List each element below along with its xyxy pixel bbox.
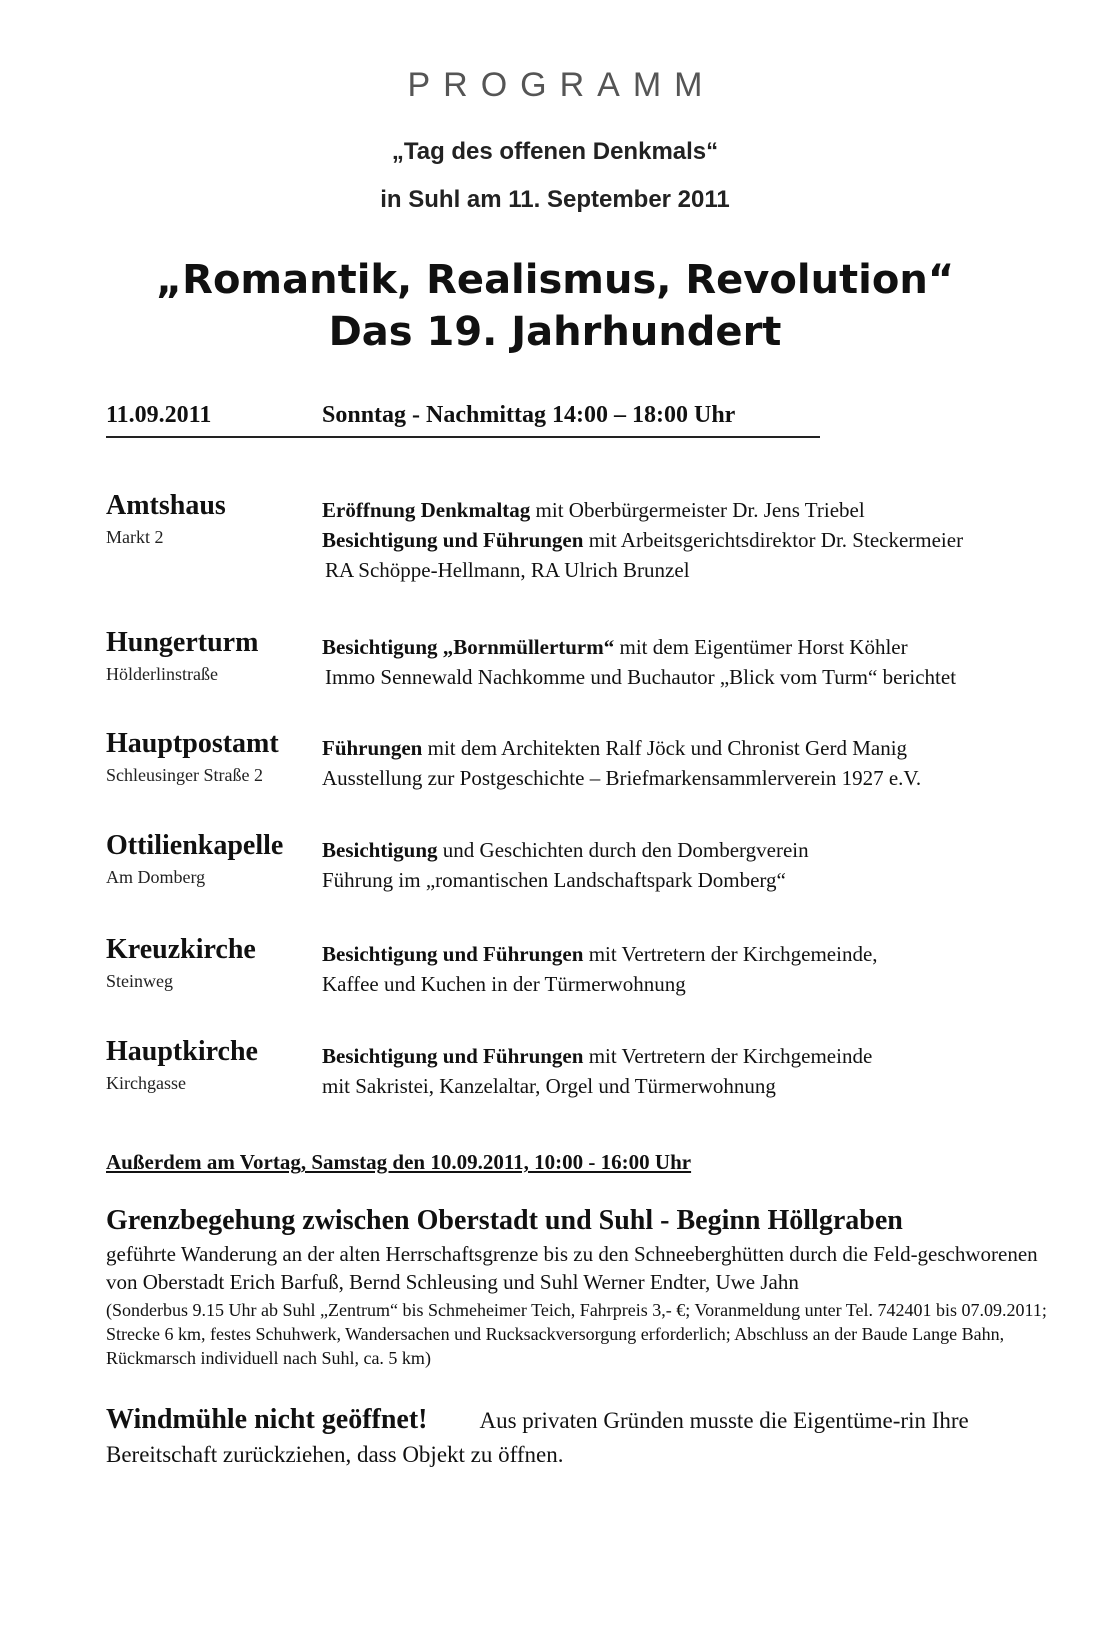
venue-name: Hungerturm	[106, 627, 259, 658]
desc-text: Immo Sennewald Nachkomme und Buchautor „Blick vom Turm“ berichtet	[325, 665, 957, 689]
time-label: Sonntag - Nachmittag 14:00 – 18:00 Uhr	[322, 402, 736, 428]
desc-bold: Besichtigung und Führungen	[322, 942, 584, 966]
venue-name: Hauptpostamt	[106, 728, 279, 759]
desc-bold: Führungen	[322, 736, 423, 760]
venue-description	[322, 939, 878, 999]
vortag-heading: Außerdem am Vortag, Samstag den 10.09.2011, 10:00 - 16:00 Uhr	[106, 1150, 692, 1174]
place-date: in Suhl am 11. September 2011	[380, 186, 730, 213]
desc-text: und Geschichten durch den Dombergverein	[437, 838, 809, 862]
programm-heading: PROGRAMM	[407, 66, 716, 104]
venue-address: Steinweg	[106, 971, 173, 991]
desc-text: Kaffee und Kuchen in der Türmerwohnung	[322, 972, 686, 996]
venue-name: Kreuzkirche	[106, 934, 256, 965]
desc-text: mit Oberbürgermeister Dr. Jens Triebel	[530, 498, 865, 522]
desc-bold: Besichtigung und Führungen	[322, 1044, 584, 1068]
grenzbegehung-title: Grenzbegehung zwischen Oberstadt und Suhl - Beginn Höllgraben	[106, 1205, 903, 1236]
theme-title: „Romantik, Realismus, Revolution“	[155, 257, 955, 303]
desc-text: mit Arbeitsgerichtsdirektor Dr. Steckermeier	[583, 528, 964, 552]
venue-description	[322, 733, 921, 793]
venue-kreuzkirche	[106, 934, 256, 993]
venue-hauptkirche	[106, 1036, 258, 1095]
venue-description	[322, 632, 956, 692]
venue-description	[322, 835, 809, 895]
venue-hauptpostamt	[106, 728, 279, 787]
desc-text: mit Vertretern der Kirchgemeinde	[583, 1044, 873, 1068]
desc-bold: Besichtigung	[322, 838, 438, 862]
desc-text: mit Sakristei, Kanzelaltar, Orgel und Türmerwohnung	[322, 1074, 776, 1098]
event-title: „Tag des offenen Denkmals“	[391, 138, 719, 165]
windmuehle-notice	[106, 1403, 1066, 1472]
grenzbegehung-details: (Sonderbus 9.15 Uhr ab Suhl „Zentrum“ bis Schmeheimer Teich, Fahrpreis 3,- €; Voranmeldung unter Tel. 742401 bis 07.09.2011; Strecke 6 km, festes Schuhwerk, Wandersachen und Rucksackversorgung erforderlich; Abschluss an der Baude Lange Bahn, Rückmarsch individuell nach Suhl, ca. 5 km)	[106, 1300, 1047, 1368]
desc-bold: Besichtigung und Führungen	[322, 528, 584, 552]
date-label: 11.09.2011	[106, 402, 212, 428]
desc-text: Ausstellung zur Postgeschichte – Briefmarkensammlerverein 1927 e.V.	[322, 766, 922, 790]
venue-ottilienkapelle	[106, 830, 283, 889]
venue-amtshaus	[106, 490, 226, 549]
desc-text: RA Schöppe-Hellmann, RA Ulrich Brunzel	[325, 558, 690, 582]
desc-text: Führung im „romantischen Landschaftspark Domberg“	[322, 868, 786, 892]
venue-description	[322, 495, 963, 585]
venue-address: Markt 2	[106, 527, 164, 547]
desc-text: mit Vertretern der Kirchgemeinde,	[583, 942, 878, 966]
venue-name: Amtshaus	[106, 490, 226, 521]
windmuehle-title: Windmühle nicht geöffnet!	[106, 1404, 428, 1435]
venue-hungerturm	[106, 627, 258, 686]
desc-bold: Besichtigung „Bornmüllerturm“	[322, 635, 615, 659]
venue-name: Hauptkirche	[106, 1036, 258, 1067]
venue-address: Kirchgasse	[106, 1073, 186, 1093]
windmuehle-text: Aus privaten Gründen musste die Eigentüme-rin Ihre Bereitschaft zurückziehen, dass Objekt zu öffnen.	[106, 1408, 969, 1467]
desc-bold: Eröffnung Denkmaltag	[322, 498, 531, 522]
venue-description	[322, 1041, 872, 1101]
desc-text: mit dem Eigentümer Horst Köhler	[614, 635, 908, 659]
venue-address: Schleusinger Straße 2	[106, 765, 263, 785]
grenzbegehung-text: geführte Wanderung an der alten Herrschaftsgrenze bis zu den Schneeberghütten durch die Feld-geschworenen von Oberstadt Erich Barfuß, Bernd Schleusing und Suhl Werner Endter, Uwe Jahn	[106, 1242, 1038, 1294]
date-line	[106, 402, 820, 438]
desc-text: mit dem Architekten Ralf Jöck und Chronist Gerd Manig	[422, 736, 908, 760]
venue-name: Ottilienkapelle	[106, 830, 284, 861]
venue-address: Hölderlinstraße	[106, 664, 218, 684]
theme-subtitle: Das 19. Jahrhundert	[328, 309, 782, 355]
venue-address: Am Domberg	[106, 867, 206, 887]
